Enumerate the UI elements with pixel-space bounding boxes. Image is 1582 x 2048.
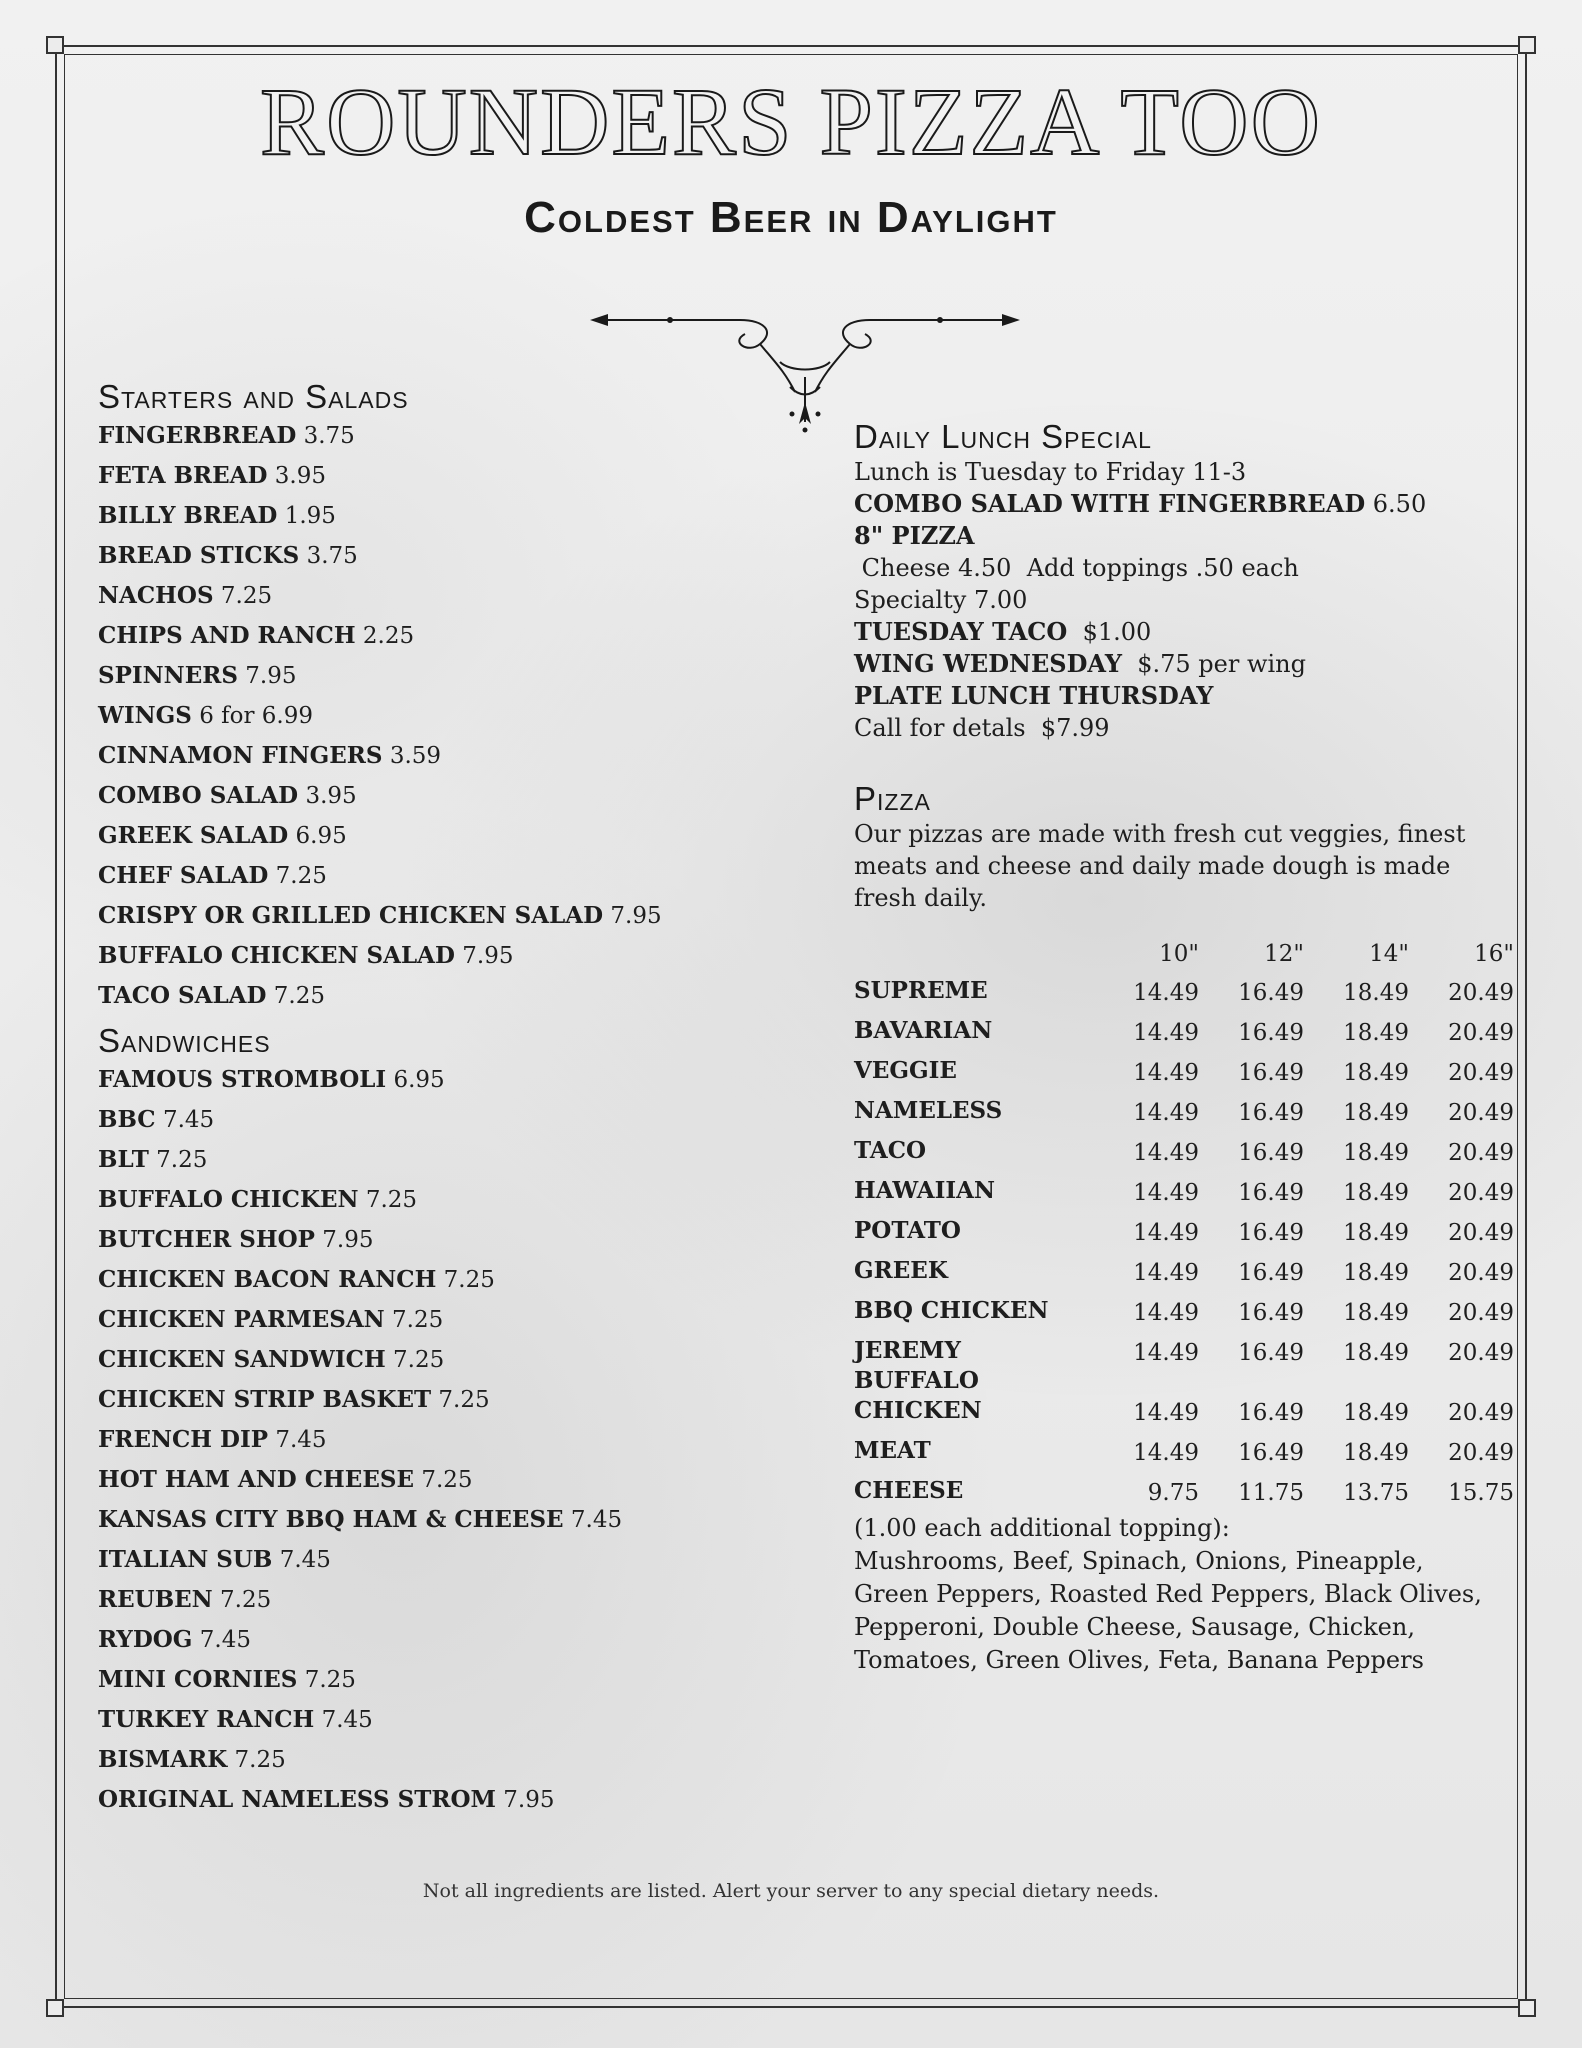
pizza-price: 18.49 — [1343, 1400, 1409, 1426]
menu-item — [98, 416, 698, 456]
pizza-price: 16.49 — [1238, 1440, 1304, 1466]
menu-item — [98, 1140, 698, 1180]
menu-item-price: 7.95 — [503, 1787, 555, 1813]
menu-item — [98, 1180, 698, 1220]
menu-item-price: 7.25 — [275, 863, 327, 889]
pizza-row — [854, 1166, 1514, 1206]
restaurant-tagline: Coldest Beer in Daylight — [524, 193, 1058, 242]
menu-item-name: FETA BREAD — [98, 462, 268, 489]
menu-item — [98, 1340, 698, 1380]
pizza-price: 13.75 — [1343, 1480, 1409, 1506]
menu-item-name: BILLY BREAD — [98, 502, 278, 529]
pizza-row — [854, 1206, 1514, 1246]
menu-item-name: BUTCHER SHOP — [98, 1226, 315, 1253]
pizza-price: 18.49 — [1343, 1300, 1409, 1326]
menu-item-price: 7.25 — [365, 1187, 418, 1213]
pizza-name-column-header — [854, 942, 1094, 966]
pizza-name: CHEESE — [854, 1477, 964, 1504]
pizza-price: 20.49 — [1448, 1220, 1514, 1246]
menu-item-name: GREEK SALAD — [98, 822, 289, 849]
pizza-price: 16.49 — [1238, 1140, 1304, 1166]
menu-item-name: FRENCH DIP — [98, 1426, 269, 1453]
pizza-price: 18.49 — [1343, 1340, 1409, 1366]
menu-item-price: 7.95 — [322, 1227, 374, 1253]
pizza-row — [854, 1366, 1514, 1426]
menu-item-price: 7.95 — [462, 943, 514, 969]
pizza-price: 20.49 — [1448, 1180, 1514, 1206]
lunch-special-line — [854, 616, 1514, 648]
lunch-special-name: WING WEDNESDAY — [854, 649, 1122, 678]
pizza-price: 16.49 — [1238, 980, 1304, 1006]
lunch-special-line — [854, 456, 1514, 488]
menu-item-name: CHEF SALAD — [98, 862, 269, 889]
menu-item-price: 7.25 — [220, 1587, 272, 1613]
menu-item-name: BBC — [98, 1106, 156, 1133]
lunch-special-line — [854, 488, 1514, 520]
pizza-price: 14.49 — [1133, 1300, 1199, 1326]
pizza-price: 20.49 — [1448, 1100, 1514, 1126]
pizza-price: 18.49 — [1343, 1140, 1409, 1166]
lunch-special-detail: Cheese 4.50 Add toppings .50 each — [854, 554, 1299, 582]
menu-item-name: TACO SALAD — [98, 982, 267, 1009]
pizza-price: 11.75 — [1238, 1480, 1304, 1506]
menu-item — [98, 1420, 698, 1460]
lunch-special-line — [854, 520, 1514, 552]
pizza-price: 14.49 — [1133, 1180, 1199, 1206]
pizza-price: 18.49 — [1343, 1220, 1409, 1246]
pizza-row — [854, 1086, 1514, 1126]
pizza-price: 16.49 — [1238, 1340, 1304, 1366]
menu-item — [98, 1220, 698, 1260]
lunch-special-line — [854, 648, 1514, 680]
menu-item-price: 7.95 — [610, 903, 662, 929]
menu-item — [98, 1380, 698, 1420]
menu-item-name: FINGERBREAD — [98, 422, 297, 449]
menu-item — [98, 736, 698, 776]
pizza-price: 20.49 — [1448, 1300, 1514, 1326]
pizza-row — [854, 966, 1514, 1006]
lunch-special-detail: $.75 per wing — [1121, 650, 1306, 678]
pizza-size-header: 12" — [1264, 941, 1304, 967]
menu-item-name: CHICKEN SANDWICH — [98, 1346, 386, 1373]
pizza-price: 14.49 — [1133, 980, 1199, 1006]
menu-item-price: 7.25 — [156, 1147, 208, 1173]
lunch-special-line — [854, 584, 1514, 616]
menu-item — [98, 1660, 698, 1700]
menu-item — [98, 816, 698, 856]
pizza-name: GREEK — [854, 1257, 948, 1284]
pizza-name: HAWAIIAN — [854, 1177, 996, 1204]
pizza-price: 16.49 — [1238, 1020, 1304, 1046]
pizza-price: 18.49 — [1343, 980, 1409, 1006]
menu-item-price: 7.25 — [438, 1387, 490, 1413]
lunch-special-line — [854, 552, 1514, 584]
menu-item-price: 7.25 — [304, 1667, 356, 1693]
pizza-price: 20.49 — [1448, 1140, 1514, 1166]
menu-item — [98, 656, 698, 696]
pizza-price: 16.49 — [1238, 1220, 1304, 1246]
pizza-price: 16.49 — [1238, 1300, 1304, 1326]
menu-item — [98, 456, 698, 496]
menu-item-name: COMBO SALAD — [98, 782, 299, 809]
pizza-price: 14.49 — [1133, 1260, 1199, 1286]
menu-item-price: 3.75 — [303, 423, 355, 449]
pizza-row — [854, 1426, 1514, 1466]
menu-item — [98, 1260, 698, 1300]
pizza-row — [854, 1126, 1514, 1166]
pizza-price: 16.49 — [1238, 1400, 1304, 1426]
menu-item-name: BUFFALO CHICKEN — [98, 1186, 359, 1213]
pizza-row — [854, 1246, 1514, 1286]
menu-item — [98, 1780, 698, 1820]
menu-item-price: 6.95 — [393, 1067, 445, 1093]
pizza-price: 16.49 — [1238, 1100, 1304, 1126]
menu-item-name: RYDOG — [98, 1626, 193, 1653]
menu-item-name: SPINNERS — [98, 662, 238, 689]
pizza-price: 20.49 — [1448, 1340, 1514, 1366]
menu-item — [98, 1460, 698, 1500]
menu-item — [98, 976, 698, 1016]
menu-item-price: 7.25 — [392, 1307, 444, 1333]
menu-item-price: 7.25 — [393, 1347, 445, 1373]
pizza-size-header: 10" — [1159, 941, 1199, 967]
pizza-price: 14.49 — [1133, 1440, 1199, 1466]
pizza-name: BAVARIAN — [854, 1017, 993, 1044]
lunch-special-heading: Daily Lunch Special — [854, 418, 1152, 455]
menu-item — [98, 576, 698, 616]
menu-item-name: CHICKEN BACON RANCH — [98, 1266, 437, 1293]
frame-corner-top-left — [46, 36, 64, 54]
lunch-special-detail: Specialty 7.00 — [854, 586, 1028, 614]
menu-item-price: 7.25 — [443, 1267, 495, 1293]
menu-item-price: 7.95 — [245, 663, 297, 689]
pizza-price: 20.49 — [1448, 1020, 1514, 1046]
lunch-special-detail: $1.00 — [1067, 618, 1152, 646]
pizza-heading: Pizza — [854, 780, 931, 817]
pizza-price: 14.49 — [1133, 1340, 1199, 1366]
pizza-price: 18.49 — [1343, 1100, 1409, 1126]
menu-item — [98, 776, 698, 816]
menu-item-price: 7.25 — [220, 583, 273, 609]
pizza-price: 14.49 — [1133, 1400, 1199, 1426]
pizza-name: JEREMY — [854, 1337, 961, 1364]
menu-item-price: 7.25 — [421, 1467, 473, 1493]
menu-item-name: ORIGINAL NAMELESS STROM — [98, 1786, 496, 1813]
menu-item — [98, 856, 698, 896]
pizza-price: 14.49 — [1133, 1060, 1199, 1086]
menu-item-price: 3.95 — [305, 783, 357, 809]
menu-item-name: WINGS — [98, 702, 192, 729]
menu-item-price: 7.25 — [273, 983, 325, 1009]
pizza-name: NAMELESS — [854, 1097, 1003, 1124]
menu-item-name: ITALIAN SUB — [98, 1546, 273, 1573]
pizza-price: 20.49 — [1448, 1440, 1514, 1466]
pizza-name: BBQ CHICKEN — [854, 1297, 1049, 1324]
sandwiches-heading: Sandwiches — [98, 1022, 271, 1059]
pizza-price: 18.49 — [1343, 1260, 1409, 1286]
pizza-price: 14.49 — [1133, 1140, 1199, 1166]
pizza-row — [854, 1326, 1514, 1366]
menu-item-name: NACHOS — [98, 582, 214, 609]
pizza-price: 14.49 — [1133, 1220, 1199, 1246]
pizza-price: 14.49 — [1133, 1020, 1199, 1046]
menu-item-name: MINI CORNIES — [98, 1666, 298, 1693]
menu-item-price: 2.25 — [362, 623, 415, 649]
menu-item-price: 7.45 — [570, 1507, 623, 1533]
menu-item-price: 7.45 — [162, 1107, 215, 1133]
pizza-price: 18.49 — [1343, 1020, 1409, 1046]
pizza-price: 9.75 — [1147, 1480, 1199, 1506]
menu-item-price: 7.45 — [199, 1627, 251, 1653]
restaurant-title: ROUNDERS PIZZA TOO — [260, 68, 1322, 175]
menu-item-price: 7.45 — [321, 1707, 373, 1733]
menu-item-name: CHICKEN PARMESAN — [98, 1306, 385, 1333]
pizza-price: 20.49 — [1448, 1400, 1514, 1426]
pizza-name: SUPREME — [854, 977, 988, 1004]
menu-item — [98, 936, 698, 976]
menu-item-name: KANSAS CITY BBQ HAM & CHEESE — [98, 1506, 564, 1533]
menu-item — [98, 1620, 698, 1660]
frame-corner-bottom-right — [1518, 1999, 1536, 2017]
pizza-description: Our pizzas are made with fresh cut veggies, finest meats and cheese and daily made dough is made fresh daily. — [854, 820, 1466, 912]
menu-item-price: 7.45 — [275, 1427, 327, 1453]
menu-item-name: BREAD STICKS — [98, 542, 300, 569]
pizza-row — [854, 1006, 1514, 1046]
pizza-price: 18.49 — [1343, 1060, 1409, 1086]
lunch-special-name: COMBO SALAD WITH FINGERBREAD — [854, 489, 1366, 518]
menu-item-price: 3.75 — [306, 543, 358, 569]
menu-item — [98, 896, 698, 936]
menu-item-name: REUBEN — [98, 1586, 213, 1613]
pizza-name: MEAT — [854, 1437, 931, 1464]
pizza-name: BUFFALO CHICKEN — [854, 1367, 982, 1424]
menu-item — [98, 1060, 698, 1100]
starters-heading: Starters and Salads — [98, 378, 409, 415]
menu-item-name: TURKEY RANCH — [98, 1706, 315, 1733]
lunch-special-line — [854, 712, 1514, 744]
menu-item — [98, 1500, 698, 1540]
pizza-name: TACO — [854, 1137, 927, 1164]
menu-item — [98, 496, 698, 536]
menu-item — [98, 1540, 698, 1580]
starters-list — [98, 416, 698, 1016]
menu-item-price: 3.95 — [274, 463, 326, 489]
sandwiches-list — [98, 1060, 698, 1820]
frame-corner-top-right — [1518, 36, 1536, 54]
menu-item-price: 7.45 — [279, 1547, 331, 1573]
menu-item-name: FAMOUS STROMBOLI — [98, 1066, 387, 1093]
pizza-price: 15.75 — [1448, 1480, 1514, 1506]
pizza-size-header-row — [854, 942, 1514, 966]
menu-item-price: 1.95 — [284, 503, 336, 529]
pizza-price-table — [854, 942, 1514, 1506]
pizza-price: 18.49 — [1343, 1180, 1409, 1206]
lunch-special-detail: Lunch is Tuesday to Friday 11-3 — [854, 458, 1247, 486]
lunch-special-detail: Call for detals $7.99 — [854, 714, 1110, 742]
menu-item — [98, 1700, 698, 1740]
menu-item — [98, 616, 698, 656]
pizza-price: 16.49 — [1238, 1180, 1304, 1206]
right-column — [854, 418, 1514, 1677]
pizza-price: 20.49 — [1448, 980, 1514, 1006]
menu-item-price: 6 for 6.99 — [199, 703, 314, 729]
pizza-size-header: 14" — [1369, 941, 1409, 967]
pizza-price: 16.49 — [1238, 1060, 1304, 1086]
menu-item-price: 7.25 — [234, 1747, 286, 1773]
menu-item — [98, 536, 698, 576]
pizza-price: 16.49 — [1238, 1260, 1304, 1286]
pizza-price: 20.49 — [1448, 1260, 1514, 1286]
menu-item — [98, 1740, 698, 1780]
pizza-price: 18.49 — [1343, 1440, 1409, 1466]
additional-toppings: (1.00 each additional topping): Mushrooms, Beef, Spinach, Onions, Pineapple, Green Peppers, Roasted Red Peppers, Black Olives, Pepperoni, Double Cheese, Sausage, Chicken, Tomatoes, Green Olives, Feta, Banana Peppers — [854, 1514, 1482, 1674]
menu-item-name: CHICKEN STRIP BASKET — [98, 1386, 432, 1413]
lunch-special-line — [854, 680, 1514, 712]
pizza-row — [854, 1466, 1514, 1506]
frame-corner-bottom-left — [46, 1999, 64, 2017]
pizza-size-header: 16" — [1474, 941, 1514, 967]
dietary-notice: Not all ingredients are listed. Alert your server to any special dietary needs. — [422, 1880, 1160, 1902]
menu-item — [98, 1300, 698, 1340]
menu-item — [98, 696, 698, 736]
menu-item-price: 3.59 — [389, 743, 442, 769]
lunch-special-name: TUESDAY TACO — [854, 617, 1068, 646]
lunch-special-name: 8" PIZZA — [854, 521, 975, 550]
menu-item-price: 6.95 — [295, 823, 347, 849]
pizza-row — [854, 1286, 1514, 1326]
menu-item-name: CINNAMON FINGERS — [98, 742, 383, 769]
lunch-special-name: PLATE LUNCH THURSDAY — [854, 681, 1214, 710]
pizza-name: POTATO — [854, 1217, 961, 1244]
pizza-price: 20.49 — [1448, 1060, 1514, 1086]
menu-item — [98, 1580, 698, 1620]
menu-item — [98, 1100, 698, 1140]
menu-item-name: BUFFALO CHICKEN SALAD — [98, 942, 455, 969]
pizza-row — [854, 1046, 1514, 1086]
menu-item-name: BISMARK — [98, 1746, 228, 1773]
menu-item-name: CRISPY OR GRILLED CHICKEN SALAD — [98, 902, 604, 929]
menu-item-name: BLT — [98, 1146, 149, 1173]
lunch-special-list — [854, 456, 1514, 744]
menu-item-name: HOT HAM AND CHEESE — [98, 1466, 414, 1493]
pizza-price: 14.49 — [1133, 1100, 1199, 1126]
menu-item-name: CHIPS AND RANCH — [98, 622, 356, 649]
left-column — [98, 378, 698, 1820]
lunch-special-detail: 6.50 — [1365, 490, 1427, 518]
pizza-name: VEGGIE — [854, 1057, 957, 1084]
